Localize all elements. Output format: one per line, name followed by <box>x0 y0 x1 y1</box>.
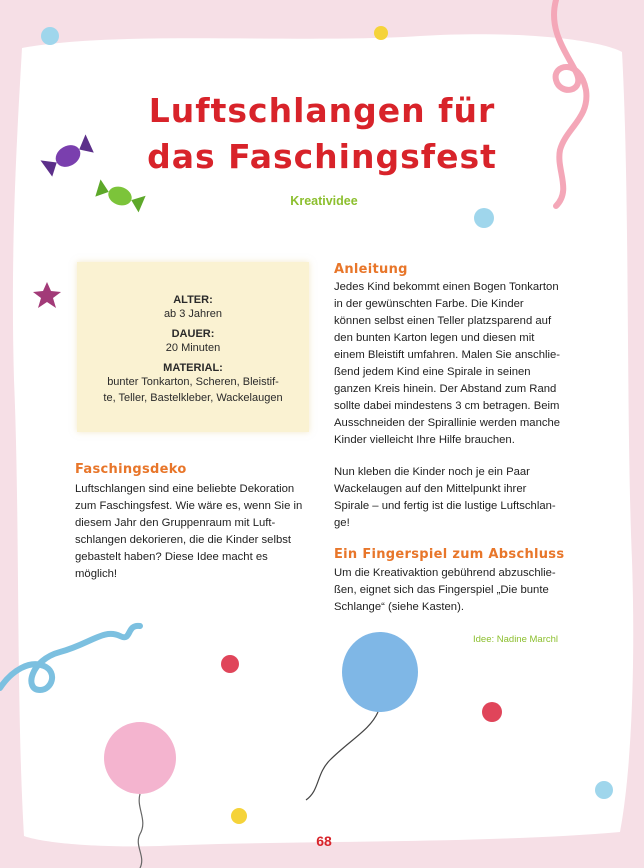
star-icon <box>33 282 61 308</box>
text-line: ßen, eignet sich das Fingerspiel „Die bunte <box>334 584 549 596</box>
anleitung-heading: Anleitung <box>334 262 408 277</box>
text-line: Jedes Kind bekommt einen Bogen Tonkarton <box>334 281 559 293</box>
text-line: gebastelt haben? Diese Idee macht es <box>75 551 268 563</box>
text-line: schlangen dekorieren, die die Kinder selbst <box>75 534 292 546</box>
info-box <box>77 262 309 432</box>
confetti-icon <box>221 655 239 673</box>
text-line: können selbst einen Teller platzsparend auf <box>334 315 552 327</box>
text-line: in der gewünschten Farbe. Die Kinder <box>334 298 524 310</box>
text-line: diesem Jahr den Gruppenraum mit Luft- <box>75 517 276 529</box>
material-value-line-1: bunter Tonkarton, Scheren, Bleistif- <box>107 376 279 388</box>
confetti-icon <box>474 208 494 228</box>
text-line: zum Faschingsfest. Wie wäre es, wenn Sie in <box>75 500 303 512</box>
text-line: sollte dabei mindestens 3 cm betragen. Beim <box>334 400 560 412</box>
page-title <box>0 88 644 180</box>
text-line: ganzen Kreis hinein. Der Abstand zum Rand <box>334 383 557 395</box>
confetti-icon <box>41 27 59 45</box>
text-line: Nun kleben die Kinder noch je ein Paar <box>334 466 530 478</box>
category-label: Kreatividee <box>290 194 358 208</box>
material-label: MATERIAL: <box>163 362 223 374</box>
faschingsdeko-heading: Faschingsdeko <box>75 462 187 477</box>
text-line: Um die Kreativaktion gebührend abzuschlie- <box>334 567 556 579</box>
idea-credit: Idee: Nadine Marchl <box>473 634 559 645</box>
confetti-icon <box>482 702 502 722</box>
balloon-blue-icon <box>306 632 418 800</box>
text-line: den bunten Karton legen und diesen mit <box>334 332 535 344</box>
duration-value: 20 Minuten <box>165 342 221 354</box>
title-line-1: Luftschlangen für <box>148 91 496 130</box>
anleitung-text-1 <box>334 279 584 449</box>
faschingsdeko-text <box>75 481 320 583</box>
text-line: Schlange“ (siehe Kasten). <box>334 601 464 613</box>
title-line-2: das Faschingsfest <box>147 137 497 176</box>
streamer-blue-icon <box>0 626 140 690</box>
confetti-icon <box>231 808 247 824</box>
material-value-line-2: te, Teller, Bastelkleber, Wackelaugen <box>103 392 283 404</box>
age-value: ab 3 Jahren <box>163 308 223 320</box>
text-line: ßend jedem Kind eine Spirale in seinen <box>334 366 531 378</box>
age-label: ALTER: <box>173 294 213 306</box>
text-line: Spirale – und fertig ist die lustige Luftschlan- <box>334 500 556 512</box>
text-line: Kinder vielleicht Ihre Hilfe brauchen. <box>334 434 515 446</box>
confetti-icon <box>595 781 613 799</box>
fingerspiel-text <box>334 565 584 616</box>
text-line: einem Bleistift umfahren. Malen Sie anschlie- <box>334 349 561 361</box>
text-line: Ausschneiden der Spirallinie werden manche <box>334 417 561 429</box>
confetti-icon <box>374 26 388 40</box>
text-line: möglich! <box>75 568 118 580</box>
text-line: Wackelaugen auf den Mittelpunkt ihrer <box>334 483 527 495</box>
fingerspiel-heading: Ein Fingerspiel zum Abschluss <box>334 547 565 562</box>
page-number: 68 <box>316 833 332 849</box>
anleitung-text-2 <box>334 464 584 532</box>
duration-label: DAUER: <box>171 328 215 340</box>
text-line: ge! <box>334 517 350 529</box>
text-line: Luftschlangen sind eine beliebte Dekoration <box>75 483 295 495</box>
